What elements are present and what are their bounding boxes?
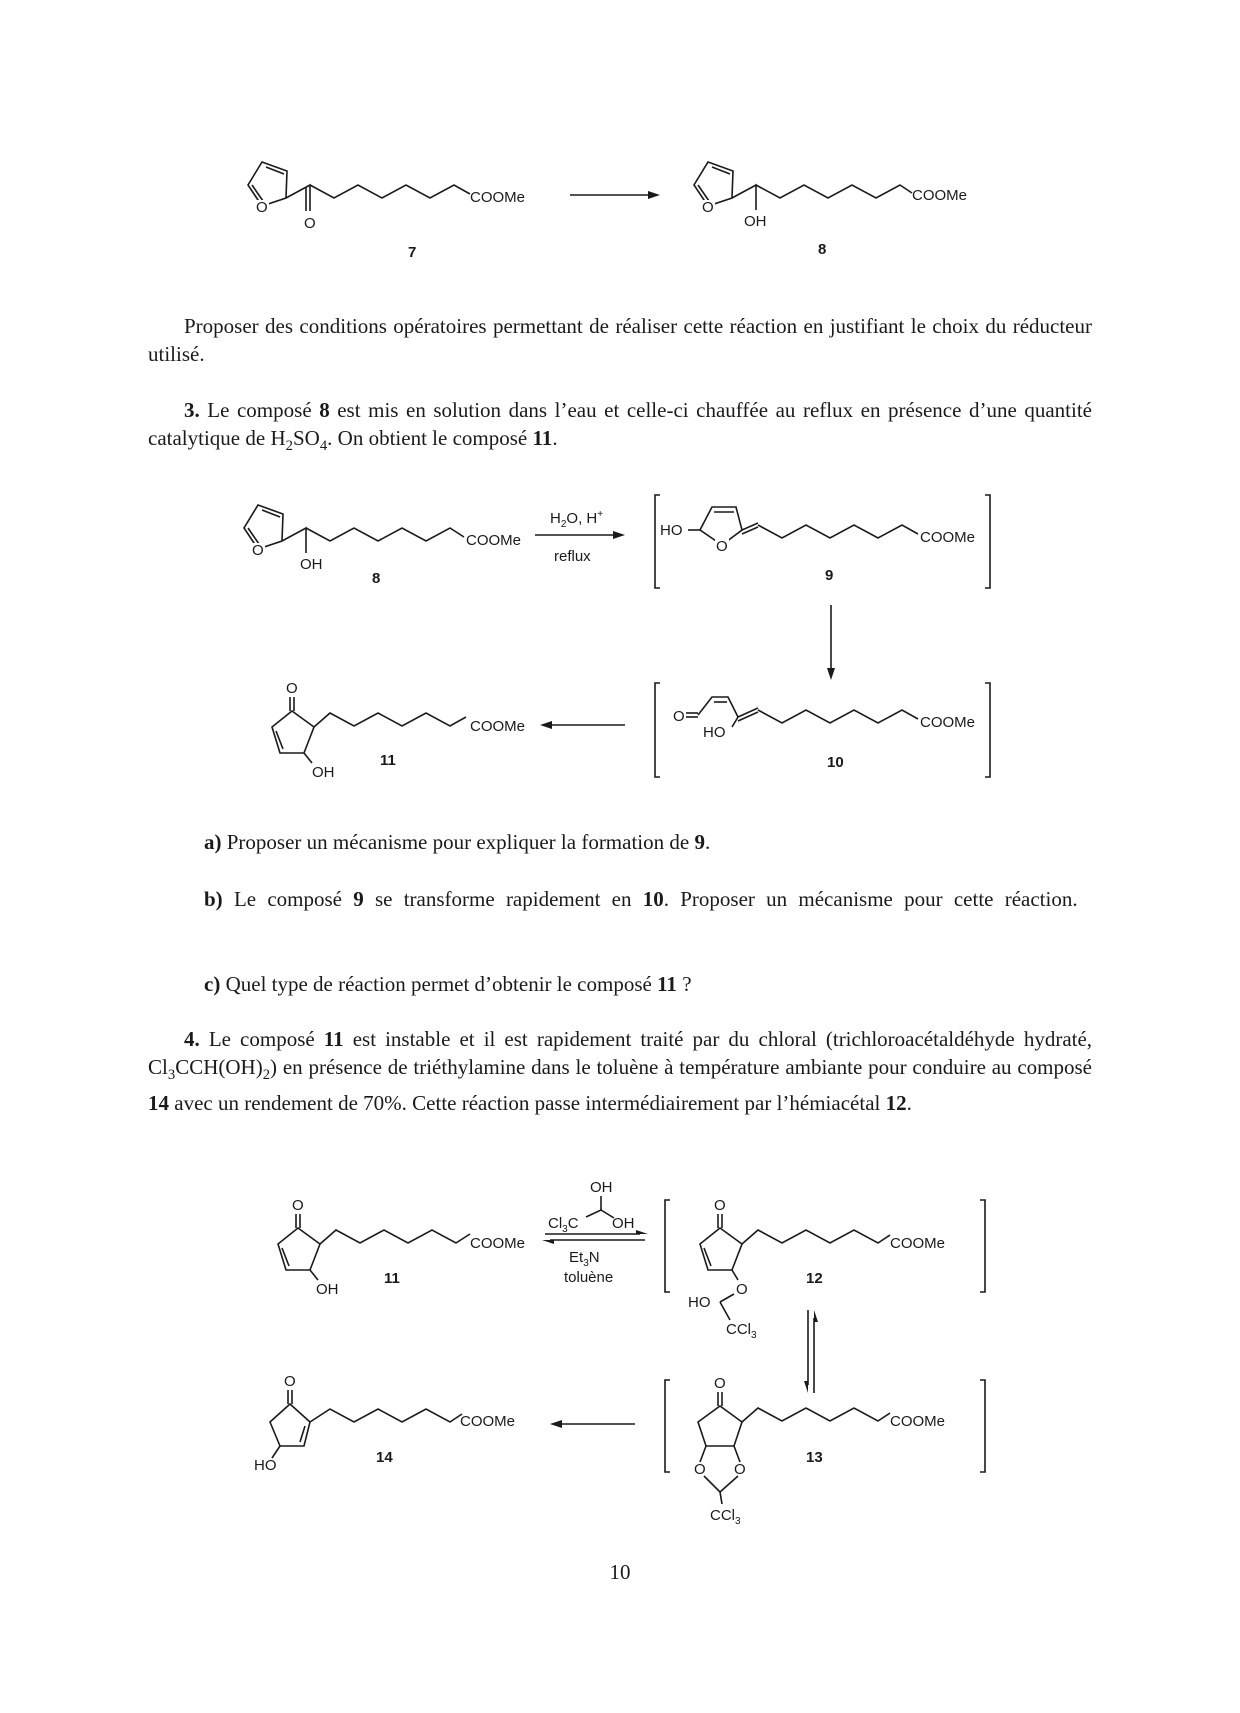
svg-text:COOMe: COOMe [470,718,526,735]
compound-10-structure [655,683,990,777]
svg-text:HO: HO [254,1457,277,1474]
svg-text:COOMe: COOMe [890,1235,946,1252]
reagent-water-acid: $H_2O$, H+ [550,509,604,530]
compound-14-structure [254,1373,515,1474]
svg-text:OH: OH [300,556,323,573]
question-3b: b) Le composé 9 se transforme rapidement en 10. Proposer un mécanisme pour cette réaction. [204,887,1078,911]
sulfuric-acid-formula: $H_2SO_4$ [270,426,328,455]
compound-11-structure [272,680,525,781]
compound-8-structure [694,162,967,258]
scheme-11-to-14-drawing [0,1170,1240,1527]
svg-text:O: O [736,1281,748,1298]
svg-text:OH: OH [316,1281,339,1298]
compound-13-label: 13 [806,1449,823,1466]
compound-12-structure [665,1197,985,1341]
compound-11-label: 11 [380,752,396,769]
question-3-text: 3. Le composé 8 est mis en solution dans l’eau et celle-ci chauffée au reflux en présence d’une quantité catalytique de $H_2SO_4$. On obtient le composé 11. [148,398,1092,455]
compound-9-structure [655,495,990,588]
reagent-triethylamine: $Et_3N$ [569,1249,600,1269]
oh-label-8: OH [744,213,767,230]
coome-label-8: COOMe [912,187,968,204]
reagent-reflux: reflux [554,548,591,565]
page-number: 10 [609,1560,631,1584]
reagent-chloral: $Cl_3C$ [548,1215,579,1235]
svg-text:OH: OH [590,1179,613,1196]
svg-text:O: O [694,1461,706,1478]
svg-text:COOMe: COOMe [460,1413,516,1430]
svg-text:O: O [714,1197,726,1214]
question-4-text: 4. Le composé 11 est instable et il est rapidement traité par du chloral (trichloroacétaldéhyde hydraté, $Cl_3CCH(OH)_2$) en présence de triéthylamine dans le toluène à température ambiante pour conduire au composé 14 avec un rendement de 70%. Cette réaction passe intermédiairement par l’hémiacétal 12. [148,1027,1093,1116]
compound-9-label: 9 [825,567,834,584]
svg-text:HO: HO [703,724,726,741]
compound-10-label: 10 [827,754,844,771]
scheme-7-to-8 [0,140,1240,270]
ccl3-label-13: CCl$_3$ [710,1507,741,1527]
reaction-equilibrium-2 [804,1310,818,1393]
svg-text:O: O [673,708,685,725]
compound-7-structure [248,162,525,261]
furan-o-label-8: O [702,199,714,216]
reaction-equilibrium-1 [542,1179,648,1286]
compound-8-structure-b [244,505,521,587]
svg-text:COOMe: COOMe [466,532,522,549]
svg-text:O: O [292,1197,304,1214]
svg-text:COOMe: COOMe [920,714,976,731]
svg-text:O: O [284,1373,296,1390]
reaction-arrow-3 [827,605,835,680]
svg-text:HO: HO [660,522,683,539]
svg-text:O: O [252,542,264,559]
reaction-arrow-1 [570,191,660,199]
svg-text:OH: OH [312,764,335,781]
question-3-number: 3. [184,398,200,422]
coome-label-7: COOMe [470,189,526,206]
reagent-toluene: toluène [564,1269,614,1286]
question-2-text: Proposer des conditions opératoires permettant de réaliser cette réaction en justifiant le choix du réducteur utilisé. [148,314,1092,366]
svg-text:O: O [716,538,728,555]
compound-13-structure [665,1375,985,1527]
compound-11-label-b: 11 [384,1270,400,1287]
svg-text:HO: HO [688,1294,711,1311]
furan-o-label: O [256,199,268,216]
carbonyl-o-label: O [304,215,316,232]
compound-14-label: 14 [376,1449,393,1466]
question-3a: a) Proposer un mécanisme pour expliquer la formation de 9. [204,830,711,854]
ccl3-label-12: CCl$_3$ [726,1321,757,1341]
reaction-arrow-5 [550,1420,635,1428]
scheme-8-to-11-drawing [0,485,1240,785]
svg-text:O: O [734,1461,746,1478]
compound-12-label: 12 [806,1270,823,1287]
scheme-11-to-14 [0,1170,1240,1527]
svg-text:O: O [714,1375,726,1392]
svg-text:OH: OH [612,1215,635,1232]
question-3c: c) Quel type de réaction permet d’obtenir le composé 11 ? [204,972,692,996]
compound-8-label-b: 8 [372,570,381,587]
scheme-7-to-8-drawing [0,140,1240,270]
svg-text:COOMe: COOMe [470,1235,526,1252]
svg-text:O: O [286,680,298,697]
reaction-arrow-2 [535,509,625,565]
reaction-arrow-4 [540,721,625,729]
compound-7-label: 7 [408,244,417,261]
compound-11-structure-b [278,1197,525,1298]
svg-text:COOMe: COOMe [890,1413,946,1430]
scheme-8-to-11 [0,485,1240,785]
compound-8-label: 8 [818,241,827,258]
svg-text:COOMe: COOMe [920,529,976,546]
